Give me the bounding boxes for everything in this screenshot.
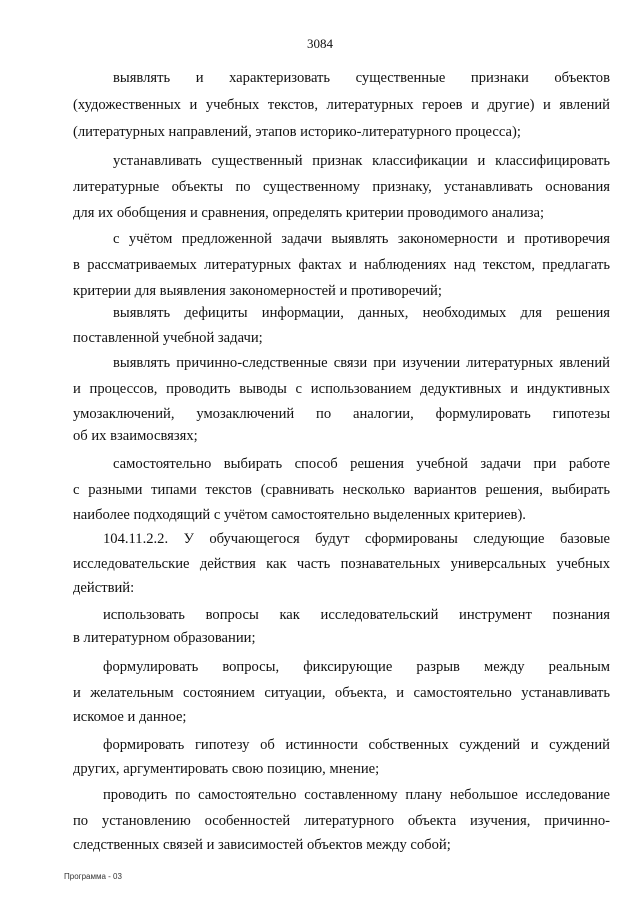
section-heading-line: 104.11.2.2. У обучающегося будут сформированы следующие базовые	[103, 531, 610, 547]
text-line: выявлять и характеризовать существенные признаки объектов	[113, 70, 610, 86]
text-line: следственных связей и зависимостей объектов между собой;	[73, 837, 451, 853]
text-line: и желательным состоянием ситуации, объекта, и самостоятельно устанавливать	[73, 685, 610, 701]
text-line: выявлять причинно-следственные связи при изучении литературных явлений	[113, 355, 610, 371]
text-line: устанавливать существенный признак классификации и классифицировать	[113, 153, 610, 169]
text-line: проводить по самостоятельно составленному плану небольшое исследование	[103, 787, 610, 803]
text-line: поставленной учебной задачи;	[73, 330, 263, 346]
text-line: наиболее подходящий с учётом самостоятельно выделенных критериев).	[73, 507, 526, 523]
text-line: по установлению особенностей литературного объекта изучения, причинно-	[73, 813, 610, 829]
text-line: для их обобщения и сравнения, определять критерии проводимого анализа;	[73, 205, 545, 221]
text-line: других, аргументировать свою позицию, мнение;	[73, 761, 380, 777]
text-line: формировать гипотезу об истинности собственных суждений и суждений	[103, 737, 610, 753]
text-line: критерии для выявления закономерностей и противоречий;	[73, 283, 442, 299]
text-line: литературные объекты по существенному признаку, устанавливать основания	[73, 179, 610, 195]
text-line: с учётом предложенной задачи выявлять закономерности и противоречия	[113, 231, 610, 247]
text-line: искомое и данное;	[73, 709, 187, 725]
page-number: 3084	[307, 36, 333, 51]
footer-label: Программа - 03	[64, 872, 122, 881]
text-line: исследовательские действия как часть познавательных универсальных учебных	[73, 556, 610, 572]
text-line: использовать вопросы как исследовательский инструмент познания	[103, 607, 610, 623]
text-line: умозаключений, умозаключений по аналогии, формулировать гипотезы	[73, 406, 610, 422]
text-line: в рассматриваемых литературных фактах и наблюдениях над текстом, предлагать	[73, 257, 610, 273]
text-line: с разными типами текстов (сравнивать несколько вариантов решения, выбирать	[73, 482, 610, 498]
text-line: в литературном образовании;	[73, 630, 256, 646]
text-line: выявлять дефициты информации, данных, необходимых для решения	[113, 305, 610, 321]
text-line: действий:	[73, 580, 135, 596]
text-line: (художественных и учебных текстов, литературных героев и другие) и явлений	[73, 97, 610, 113]
text-line: и процессов, проводить выводы с использованием дедуктивных и индуктивных	[73, 381, 610, 397]
text-line: (литературных направлений, этапов историко-литературного процесса);	[73, 124, 521, 140]
text-line: самостоятельно выбирать способ решения учебной задачи при работе	[113, 456, 610, 472]
text-line: об их взаимосвязях;	[73, 428, 198, 444]
text-line: формулировать вопросы, фиксирующие разрыв между реальным	[103, 659, 610, 675]
